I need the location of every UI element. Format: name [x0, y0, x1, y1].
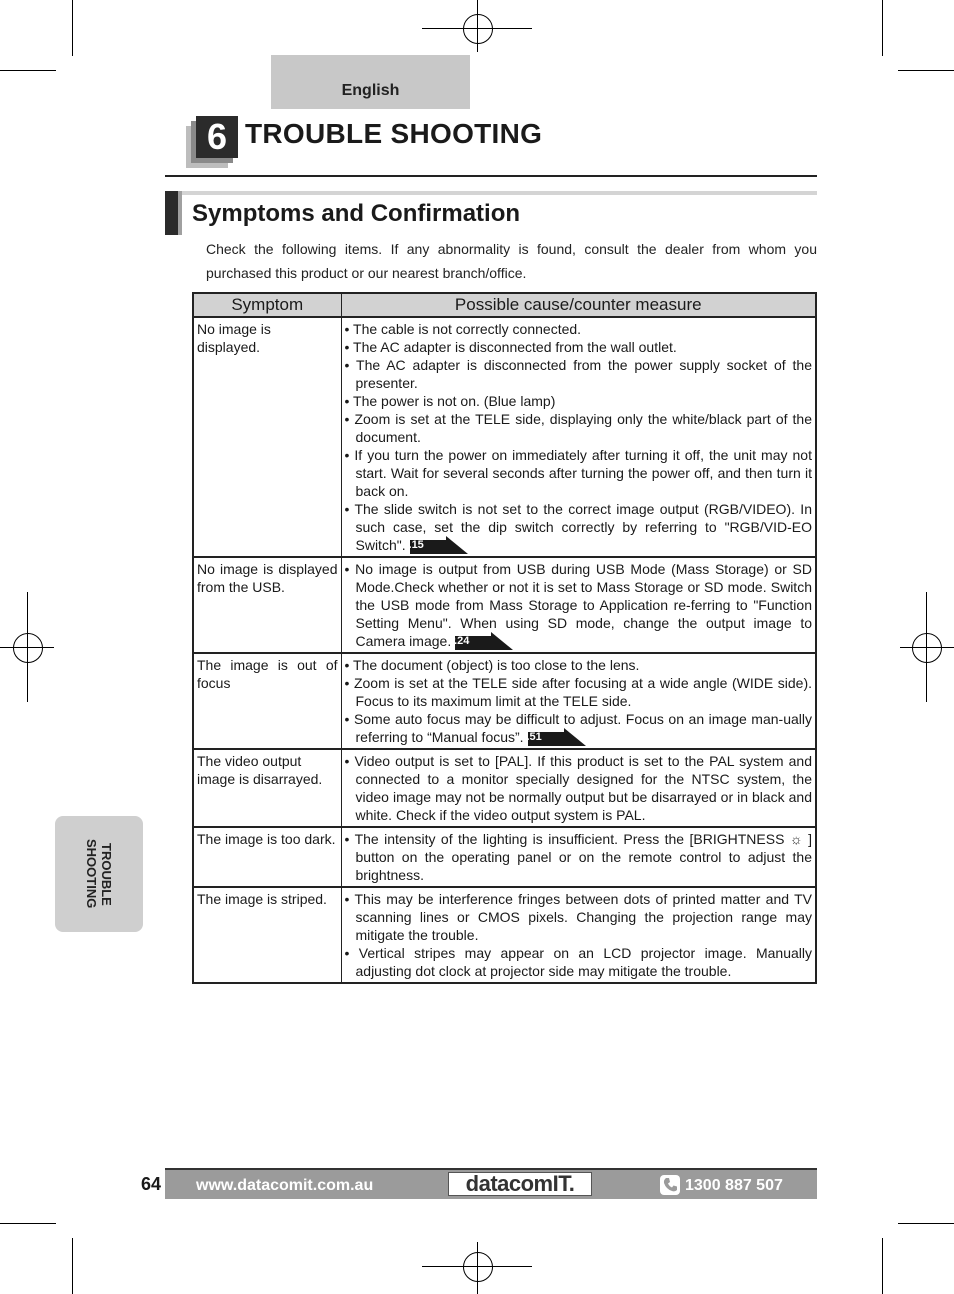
- side-tab-line2: SHOOTING: [84, 839, 99, 909]
- cause-item: • The slide switch is not set to the correct image output (RGB/VIDEO). In such case, set the dip switch correctly by referring to "RGB/VID-EO Switch". P.15: [344, 501, 812, 553]
- cause-text: The intensity of the lighting is insufficient. Press the [BRIGHTNESS ☼ ] button on the operating panel or on the remote control to adjust the brightness.: [354, 831, 812, 883]
- phone-icon: [660, 1175, 680, 1195]
- side-chapter-tab: [55, 816, 143, 932]
- table-row: [193, 653, 816, 749]
- language-tab: English: [271, 55, 470, 109]
- cause-cell: [341, 887, 816, 983]
- cause-text: The cable is not correctly connected.: [353, 321, 582, 337]
- chapter-divider: [165, 175, 817, 177]
- cause-cell: [341, 749, 816, 827]
- page-reference-link[interactable]: [520, 728, 586, 746]
- cause-item: • The document (object) is too close to the lens.: [344, 657, 640, 673]
- cause-text: Zoom is set at the TELE side, displaying only the white/black part of the document.: [354, 411, 813, 445]
- cause-text: Vertical stripes may appear on an LCD projector image. Manually adjusting dot clock at projector side may mitigate the trouble.: [355, 945, 812, 979]
- cause-text: The document (object) is too close to the lens.: [353, 657, 640, 673]
- section-marker-accent: [178, 191, 182, 235]
- cause-item: • Video output is set to [PAL]. If this product is set to the PAL system and connected to a monitor specially designed for the NTSC system, the video image may not be normally output but be disarrayed or in black and white. Check if the video output system is PAL.: [344, 753, 812, 823]
- cause-text: The AC adapter is disconnected from the wall outlet.: [353, 339, 677, 355]
- cause-item: • Zoom is set at the TELE side after focusing at a wide angle (WIDE side). Focus to its maximum limit at the TELE side.: [344, 675, 812, 709]
- cause-item: • Zoom is set at the TELE side, displaying only the white/black part of the document.: [344, 411, 813, 445]
- cause-text: The slide switch is not set to the correct image output (RGB/VIDEO). In such case, set the dip switch correctly by referring to "RGB/VID-EO Switch".: [354, 501, 812, 553]
- symptom-cell: The image is out of focus: [193, 653, 341, 749]
- symptom-cell: The image is too dark.: [193, 827, 341, 887]
- symptom-cell: The image is striped.: [193, 887, 341, 983]
- table-row: [193, 749, 816, 827]
- table-row: [193, 557, 816, 653]
- page-reference-link[interactable]: [448, 632, 513, 650]
- table-row: [193, 887, 816, 983]
- cause-text: This may be interference fringes between dots of printed matter and TV scanning lines or CMOS pixels. Changing the projection range may mitigate the trouble.: [354, 891, 812, 943]
- page-reference-label: P.51: [520, 731, 542, 743]
- section-divider: [165, 191, 817, 195]
- table-header-row: [193, 293, 816, 317]
- chapter-title: TROUBLE SHOOTING: [245, 118, 543, 149]
- table-row: [193, 317, 816, 557]
- symptom-cell: The video output image is disarrayed.: [193, 749, 341, 827]
- page-reference-label: P.24: [448, 635, 470, 647]
- cause-item: • This may be interference fringes between dots of printed matter and TV scanning lines or CMOS pixels. Changing the projection range may mitigate the trouble.: [344, 891, 812, 943]
- chapter-number: 6: [196, 116, 238, 158]
- cause-text: The power is not on. (Blue lamp): [353, 393, 556, 409]
- cause-item: • The AC adapter is disconnected from the wall outlet.: [344, 339, 677, 355]
- cause-text: If you turn the power on immediately after turning it off, the unit may not start. Wait for several seconds after turning the power off, and then turn it back on.: [354, 447, 812, 499]
- section-intro: Check the following items. If any abnormality is found, consult the dealer from whom you purchased this product or our nearest branch/office.: [206, 241, 817, 281]
- footer-url: www.datacomit.com.au: [196, 1177, 374, 1194]
- cause-text: Video output is set to [PAL]. If this product is set to the PAL system and connected to a monitor specially designed for the NTSC system, the video image may not be normally output but be disarrayed or in black and white. Check if the video output system is PAL.: [354, 753, 812, 823]
- cause-item: • If you turn the power on immediately after turning it off, the unit may not start. Wait for several seconds after turning the power off, and then turn it back on.: [344, 447, 812, 499]
- side-tab-line1: TROUBLE: [99, 842, 114, 906]
- cause-cell: [341, 653, 816, 749]
- cause-item: • Vertical stripes may appear on an LCD projector image. Manually adjusting dot clock at projector side may mitigate the trouble.: [344, 945, 812, 979]
- symptom-cell: No image is displayed from the USB.: [193, 557, 341, 653]
- cause-item: • The AC adapter is disconnected from the power supply socket of the presenter.: [344, 357, 813, 391]
- cause-cell: [341, 827, 816, 887]
- cause-item: • The power is not on. (Blue lamp): [344, 393, 556, 409]
- cause-cell: [341, 557, 816, 653]
- cause-item: • The cable is not correctly connected.: [344, 321, 582, 337]
- section-title: Symptoms and Confirmation: [192, 200, 521, 227]
- cause-cell: [341, 317, 816, 557]
- cause-item: • No image is output from USB during USB Mode (Mass Storage) or SD Mode.Check whether or not it is set to Mass Storage or SD mode. Switch the USB mode from Mass Storage to Application re-ferring to "Function Setting Menu". When using SD mode, change the output image to Camera image. P.24: [344, 561, 812, 649]
- cause-item: • The intensity of the lighting is insufficient. Press the [BRIGHTNESS ☼ ] button on the operating panel or on the remote control to adjust the brightness.: [344, 831, 812, 883]
- page-reference-label: P.15: [402, 539, 424, 551]
- page-reference-link[interactable]: [402, 536, 468, 554]
- page-number: 64: [141, 1174, 162, 1194]
- cause-text: No image is output from USB during USB Mode (Mass Storage) or SD Mode.Check whether or not it is set to Mass Storage or SD mode. Switch the USB mode from Mass Storage to Application re-ferring to "Function Setting Menu". When using SD mode, change the output image to Camera image.: [355, 561, 812, 649]
- cause-text: Zoom is set at the TELE side after focusing at a wide angle (WIDE side). Focus to its maximum limit at the TELE side.: [353, 675, 812, 709]
- cause-item: • Some auto focus may be difficult to adjust. Focus on an image man-ually referring to “Manual focus”. P.51: [344, 711, 812, 745]
- troubleshooting-table: [192, 292, 817, 984]
- cause-text: The AC adapter is disconnected from the power supply socket of the presenter.: [355, 357, 813, 391]
- footer-phone: 1300 887 507: [685, 1177, 783, 1194]
- header-symptom: Symptom: [193, 293, 341, 317]
- cause-text: Some auto focus may be difficult to adjust. Focus on an image man-ually referring to “Manual focus”.: [353, 711, 812, 745]
- table-row: [193, 827, 816, 887]
- symptom-cell: No image is displayed.: [193, 317, 341, 557]
- header-cause: Possible cause/counter measure: [341, 293, 816, 317]
- datacomit-logo: datacomIT.: [448, 1172, 592, 1196]
